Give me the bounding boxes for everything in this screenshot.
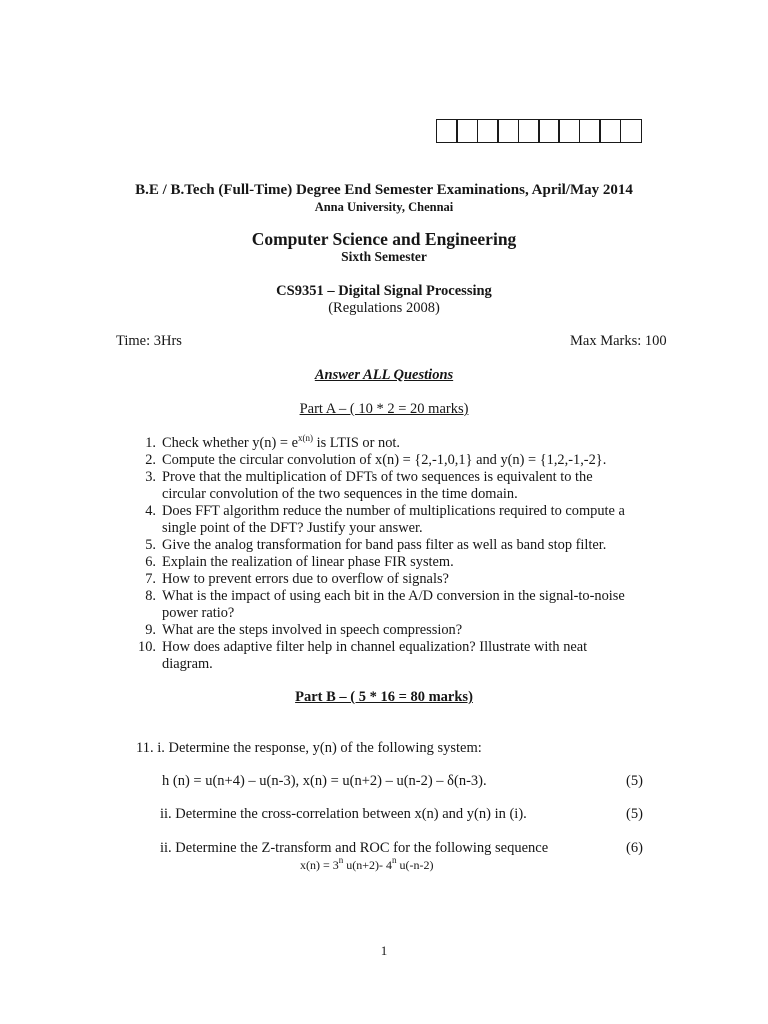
register-number-box: [579, 119, 601, 143]
q11-sequence: [300, 855, 434, 873]
department-title: Computer Science and Engineering: [251, 229, 517, 249]
question-number: 3.: [145, 469, 156, 485]
sequence-superscript: n: [338, 855, 344, 865]
question-text: Does FFT algorithm reduce the number of multiplications required to compute a: [162, 503, 625, 519]
question-text: Prove that the multiplication of DFTs of two sequences is equivalent to the: [162, 469, 593, 485]
register-number-box: [518, 119, 540, 143]
question-number: 9.: [145, 622, 156, 638]
question-number: 7.: [145, 571, 156, 587]
sequence-part: x(n) = 3: [300, 858, 339, 872]
max-marks-label: Max Marks: 100: [570, 333, 667, 349]
question-number: 2.: [145, 452, 156, 468]
register-number-box: [538, 119, 560, 143]
q11-part-iii: ii. Determine the Z-transform and ROC for the following sequence: [160, 840, 549, 856]
register-number-box: [620, 119, 642, 143]
part-a-title: Part A – ( 10 * 2 = 20 marks): [299, 401, 469, 417]
q11-equation: h (n) = u(n+4) – u(n-3), x(n) = u(n+2) – u(n-2) – δ(n-3).: [162, 773, 487, 789]
question-text: Compute the circular convolution of x(n) = {2,-1,0,1} and y(n) = {1,2,-1,-2}.: [162, 452, 607, 468]
question-text: diagram.: [162, 656, 213, 672]
question-number: 5.: [145, 537, 156, 553]
register-number-box: [558, 119, 580, 143]
course-title: CS9351 – Digital Signal Processing: [276, 283, 492, 299]
register-number-box: [477, 119, 499, 143]
question-text: How to prevent errors due to overflow of signals?: [162, 571, 449, 587]
q11-part-ii: ii. Determine the cross-correlation between x(n) and y(n) in (i).: [160, 806, 527, 822]
q11-intro: 11. i. Determine the response, y(n) of the following system:: [136, 740, 482, 756]
semester-label: Sixth Semester: [341, 249, 427, 264]
question-text: Give the analog transformation for band pass filter as well as band stop filter.: [162, 537, 607, 553]
question-text: power ratio?: [162, 605, 235, 621]
question-superscript: x(n): [297, 433, 313, 443]
question-text: How does adaptive filter help in channel equalization? Illustrate with neat: [162, 639, 588, 655]
sequence-part: u(-n-2): [396, 858, 434, 872]
exam-title: B.E / B.Tech (Full-Time) Degree End Semester Examinations, April/May 2014: [135, 182, 633, 198]
register-number-boxes: [436, 119, 640, 143]
page-number: 1: [380, 943, 388, 958]
register-number-box: [456, 119, 478, 143]
q11-part-ii-marks: (5): [626, 806, 643, 822]
question-number: 10.: [138, 639, 156, 655]
register-number-box: [497, 119, 519, 143]
question-text: What is the impact of using each bit in the A/D conversion in the signal-to-noise: [162, 588, 625, 604]
question-number: 4.: [145, 503, 156, 519]
q11-equation-marks: (5): [626, 773, 643, 789]
question-number: 6.: [145, 554, 156, 570]
question-text: Explain the realization of linear phase FIR system.: [162, 554, 454, 570]
register-number-box: [599, 119, 621, 143]
question-number: 8.: [145, 588, 156, 604]
university-name: Anna University, Chennai: [314, 200, 454, 214]
sequence-part: u(n+2)- 4: [343, 858, 393, 872]
question-number: 1.: [145, 435, 156, 451]
regulations-label: (Regulations 2008): [328, 300, 440, 316]
sequence-superscript: n: [392, 855, 397, 865]
instruction-label: Answer ALL Questions: [314, 367, 454, 383]
question-text: What are the steps involved in speech compression?: [162, 622, 463, 638]
question-text-part: is LTIS or not.: [312, 435, 401, 451]
question-text: circular convolution of the two sequences in the time domain.: [162, 486, 518, 502]
question-text: [162, 435, 675, 452]
register-number-box: [436, 119, 458, 143]
time-label: Time: 3Hrs: [116, 333, 182, 349]
q11-part-iii-marks: (6): [626, 840, 643, 856]
question-text-part: Check whether y(n) = e: [162, 435, 298, 451]
question-text: single point of the DFT? Justify your answer.: [162, 520, 423, 536]
part-b-title: Part B – ( 5 * 16 = 80 marks): [295, 689, 473, 705]
